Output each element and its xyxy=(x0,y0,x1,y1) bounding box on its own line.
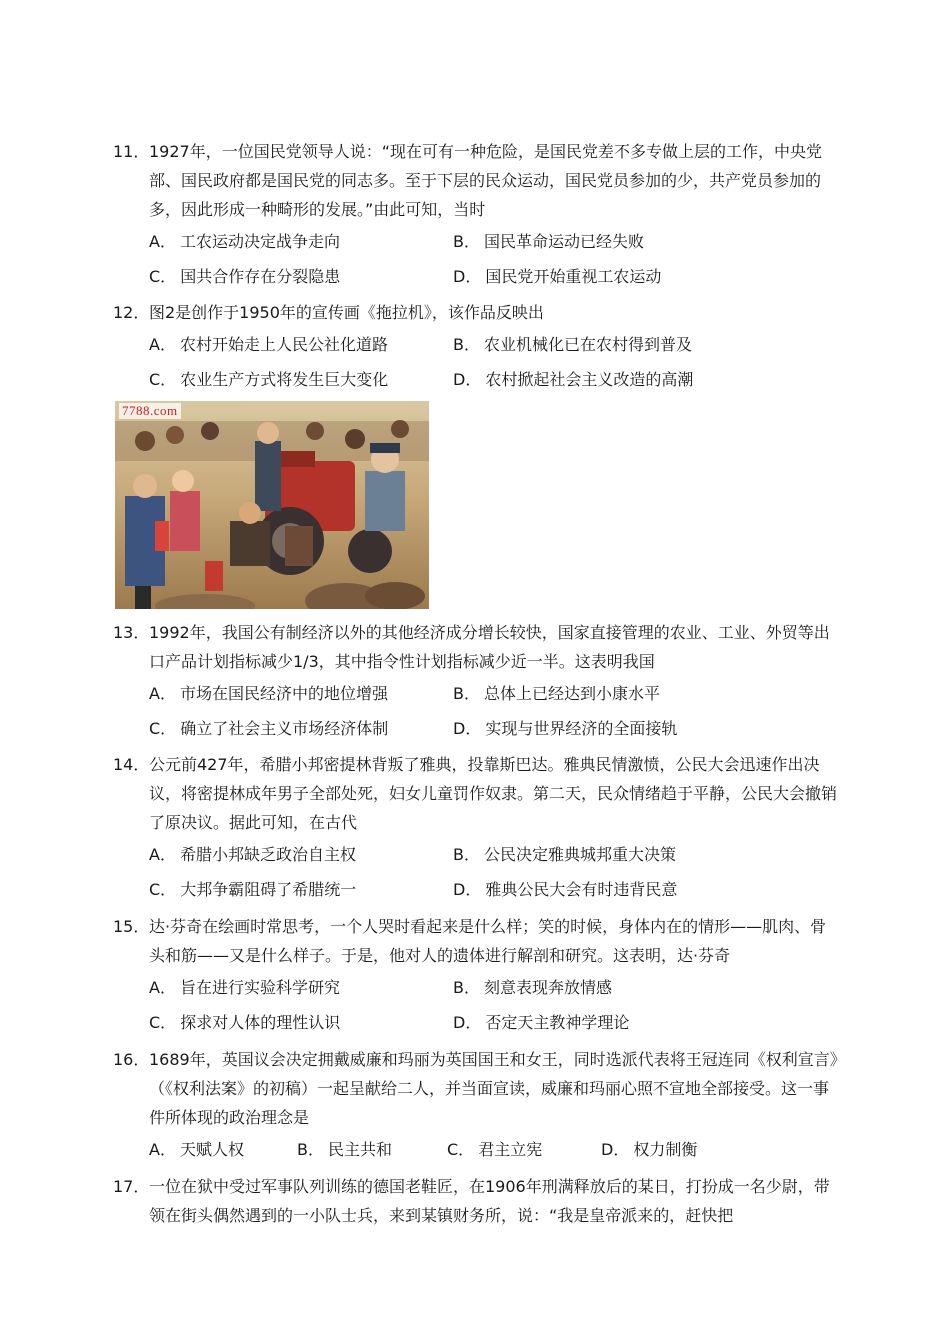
watermark-text: 7788.com xyxy=(119,403,181,419)
options xyxy=(149,837,841,907)
option-d[interactable]: D． 国民党开始重视工农运动 xyxy=(453,267,662,286)
question-number: 16． xyxy=(113,1050,150,1069)
question-stem xyxy=(113,750,841,837)
question-16 xyxy=(113,1045,841,1167)
option-b[interactable]: B． 农业机械化已在农村得到普及 xyxy=(453,335,692,354)
question-text: 图2是创作于1950年的宣传画《拖拉机》，该作品反映出 xyxy=(149,303,544,322)
question-stem xyxy=(113,912,841,970)
question-text: 1689年，英国议会决定拥戴威廉和玛丽为英国国王和女王，同时选派代表将王冠连同《权利宣言》（《权利法案》的初稿）一起呈献给二人，并当面宣读，威廉和玛丽心照不宣地全部接受。这一事件所体现的政治理念是 xyxy=(149,1050,838,1127)
option-a[interactable]: A． 农村开始走上人民公社化道路 xyxy=(149,335,388,354)
option-a[interactable]: A． 市场在国民经济中的地位增强 xyxy=(149,684,388,703)
option-a[interactable]: A． 天赋人权 xyxy=(149,1140,244,1159)
options xyxy=(149,327,841,397)
painting-icon xyxy=(115,401,429,609)
option-d[interactable]: D． 农村掀起社会主义改造的高潮 xyxy=(453,370,694,389)
option-d[interactable]: D． 否定天主教神学理论 xyxy=(453,1013,630,1032)
option-c[interactable]: C． 君主立宪 xyxy=(447,1140,543,1159)
option-d[interactable]: D． 实现与世界经济的全面接轨 xyxy=(453,719,678,738)
option-c[interactable]: C． 大邦争霸阻碍了希腊统一 xyxy=(149,880,357,899)
option-a[interactable]: A． 希腊小邦缺乏政治自主权 xyxy=(149,845,356,864)
question-text: 一位在狱中受过军事队列训练的德国老鞋匠，在1906年刑满释放后的某日，打扮成一名少尉，带领在街头偶然遇到的一小队士兵，来到某镇财务所，说：“我是皇帝派来的，赶快把 xyxy=(149,1177,830,1225)
question-stem xyxy=(113,618,841,676)
question-number: 15． xyxy=(113,917,150,936)
question-12 xyxy=(113,298,841,397)
question-stem xyxy=(113,1172,841,1230)
option-d[interactable]: D． 雅典公民大会有时违背民意 xyxy=(453,880,678,899)
question-number: 14． xyxy=(113,755,150,774)
options xyxy=(149,970,841,1040)
tractor-painting-figure xyxy=(115,401,429,609)
question-17 xyxy=(113,1172,841,1230)
question-text: 1992年，我国公有制经济以外的其他经济成分增长较快，国家直接管理的农业、工业、外贸等出口产品计划指标减少1/3，其中指令性计划指标减少近一半。这表明我国 xyxy=(149,623,830,671)
question-15 xyxy=(113,912,841,1040)
question-number: 13． xyxy=(113,623,150,642)
option-b[interactable]: B． 刻意表现奔放情感 xyxy=(453,978,612,997)
question-stem xyxy=(113,1045,841,1132)
option-c[interactable]: C． 确立了社会主义市场经济体制 xyxy=(149,719,389,738)
question-number: 12． xyxy=(113,303,150,322)
option-d[interactable]: D． 权力制衡 xyxy=(601,1140,698,1159)
options xyxy=(149,1132,841,1167)
question-text: 1927年，一位国民党领导人说：“现在可有一种危险，是国民党差不多专做上层的工作，中央党部、国民政府都是国民党的同志多。至于下层的民众运动，国民党员参加的少，共产党员参加的多，因此形成一种畸形的发展。”由此可知，当时 xyxy=(149,142,823,219)
question-13 xyxy=(113,618,841,746)
question-number: 17． xyxy=(113,1177,150,1196)
option-a[interactable]: A． 旨在进行实验科学研究 xyxy=(149,978,340,997)
options xyxy=(149,224,841,294)
question-stem xyxy=(113,298,841,327)
question-text: 达·芬奇在绘画时常思考，一个人哭时看起来是什么样；笑的时候，身体内在的情形——肌肉、骨头和筋——又是什么样子。于是，他对人的遗体进行解剖和研究。这表明，达·芬奇 xyxy=(149,917,827,965)
question-11 xyxy=(113,137,841,294)
question-text: 公元前427年，希腊小邦密提林背叛了雅典，投靠斯巴达。雅典民情激愤，公民大会迅速作出决议，将密提林成年男子全部处死，妇女儿童罚作奴隶。第二天，民众情绪趋于平静，公民大会撤销了原决议。据此可知，在古代 xyxy=(149,755,838,832)
question-stem xyxy=(113,137,841,224)
option-b[interactable]: B． 总体上已经达到小康水平 xyxy=(453,684,660,703)
option-a[interactable]: A． 工农运动决定战争走向 xyxy=(149,232,340,251)
question-14 xyxy=(113,750,841,907)
option-c[interactable]: C． 探求对人体的理性认识 xyxy=(149,1013,341,1032)
options xyxy=(149,676,841,746)
option-b[interactable]: B． 公民决定雅典城邦重大决策 xyxy=(453,845,676,864)
option-b[interactable]: B． 国民革命运动已经失败 xyxy=(453,232,644,251)
option-c[interactable]: C． 农业生产方式将发生巨大变化 xyxy=(149,370,389,389)
question-number: 11． xyxy=(113,142,150,161)
option-b[interactable]: B． 民主共和 xyxy=(297,1140,392,1159)
option-c[interactable]: C． 国共合作存在分裂隐患 xyxy=(149,267,341,286)
